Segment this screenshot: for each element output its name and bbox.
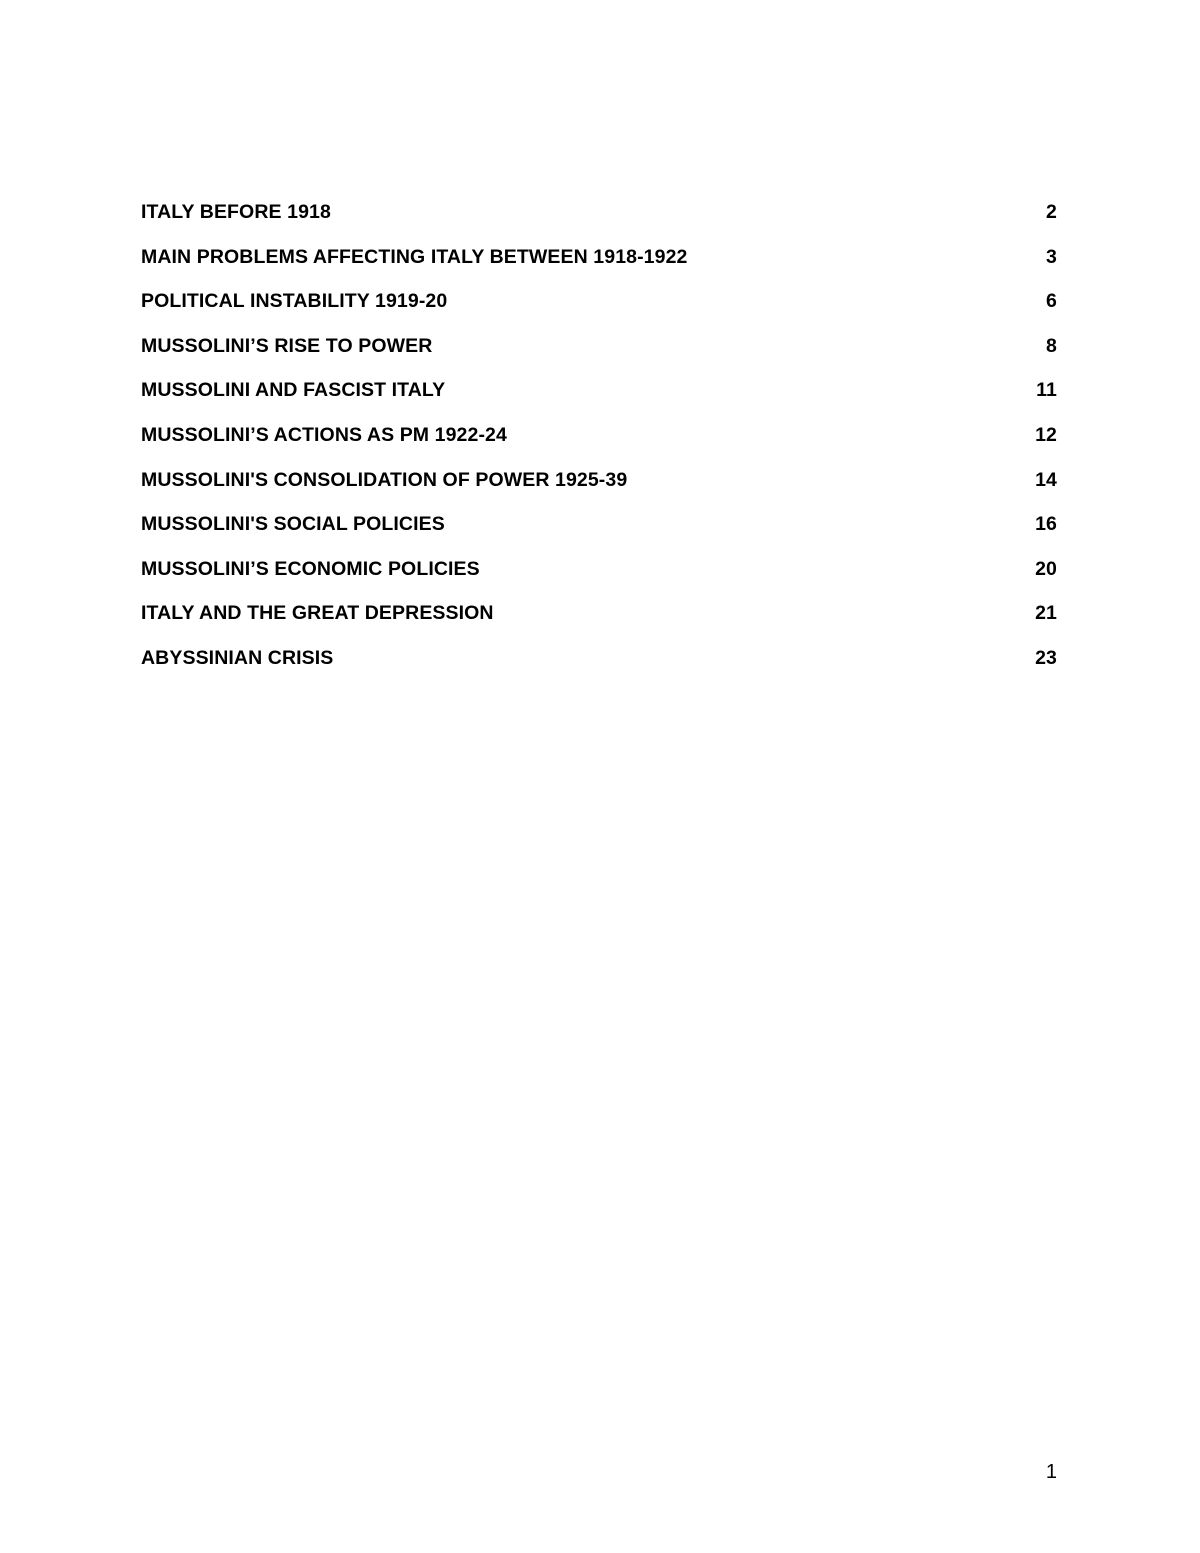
toc-entry[interactable] <box>141 421 1057 466</box>
toc-entry-page: 3 <box>1046 245 1057 268</box>
toc-entry-title: MUSSOLINI AND FASCIST ITALY <box>141 379 446 402</box>
toc-entry-title: MUSSOLINI’S ECONOMIC POLICIES <box>141 557 480 580</box>
toc-entry[interactable] <box>141 376 1057 421</box>
toc-entry-page: 14 <box>1035 468 1057 491</box>
toc-entry[interactable] <box>141 243 1057 288</box>
toc-entry[interactable] <box>141 599 1057 644</box>
toc-entry-page: 12 <box>1035 423 1057 446</box>
toc-entry[interactable] <box>141 332 1057 377</box>
toc-entry[interactable] <box>141 510 1057 555</box>
toc-entry[interactable] <box>141 198 1057 243</box>
toc-entry-page: 21 <box>1035 602 1057 625</box>
toc-entry-page: 6 <box>1046 290 1057 313</box>
toc-entry[interactable] <box>141 466 1057 511</box>
toc-entry-title: POLITICAL INSTABILITY 1919-20 <box>141 290 448 313</box>
table-of-contents <box>141 198 1057 689</box>
toc-entry-title: ABYSSINIAN CRISIS <box>141 646 334 669</box>
toc-entry-page: 8 <box>1046 334 1057 357</box>
toc-entry-title: MUSSOLINI’S ACTIONS AS PM 1922-24 <box>141 423 507 446</box>
toc-entry-page: 23 <box>1035 646 1057 669</box>
toc-entry[interactable] <box>141 555 1057 600</box>
toc-entry[interactable] <box>141 287 1057 332</box>
toc-entry-title: MUSSOLINI'S SOCIAL POLICIES <box>141 513 445 536</box>
toc-entry-title: MAIN PROBLEMS AFFECTING ITALY BETWEEN 1918-1922 <box>141 245 688 268</box>
toc-entry-title: MUSSOLINI'S CONSOLIDATION OF POWER 1925-39 <box>141 468 628 491</box>
toc-entry-title: MUSSOLINI’S RISE TO POWER <box>141 334 433 357</box>
toc-entry-page: 16 <box>1035 513 1057 536</box>
toc-entry-page: 20 <box>1035 557 1057 580</box>
toc-entry[interactable] <box>141 644 1057 689</box>
toc-entry-page: 2 <box>1046 201 1057 223</box>
toc-entry-page: 11 <box>1036 379 1057 402</box>
page-number: 1 <box>1045 1461 1057 1483</box>
toc-entry-title: ITALY BEFORE 1918 <box>141 201 331 223</box>
toc-entry-title: ITALY AND THE GREAT DEPRESSION <box>141 602 494 625</box>
